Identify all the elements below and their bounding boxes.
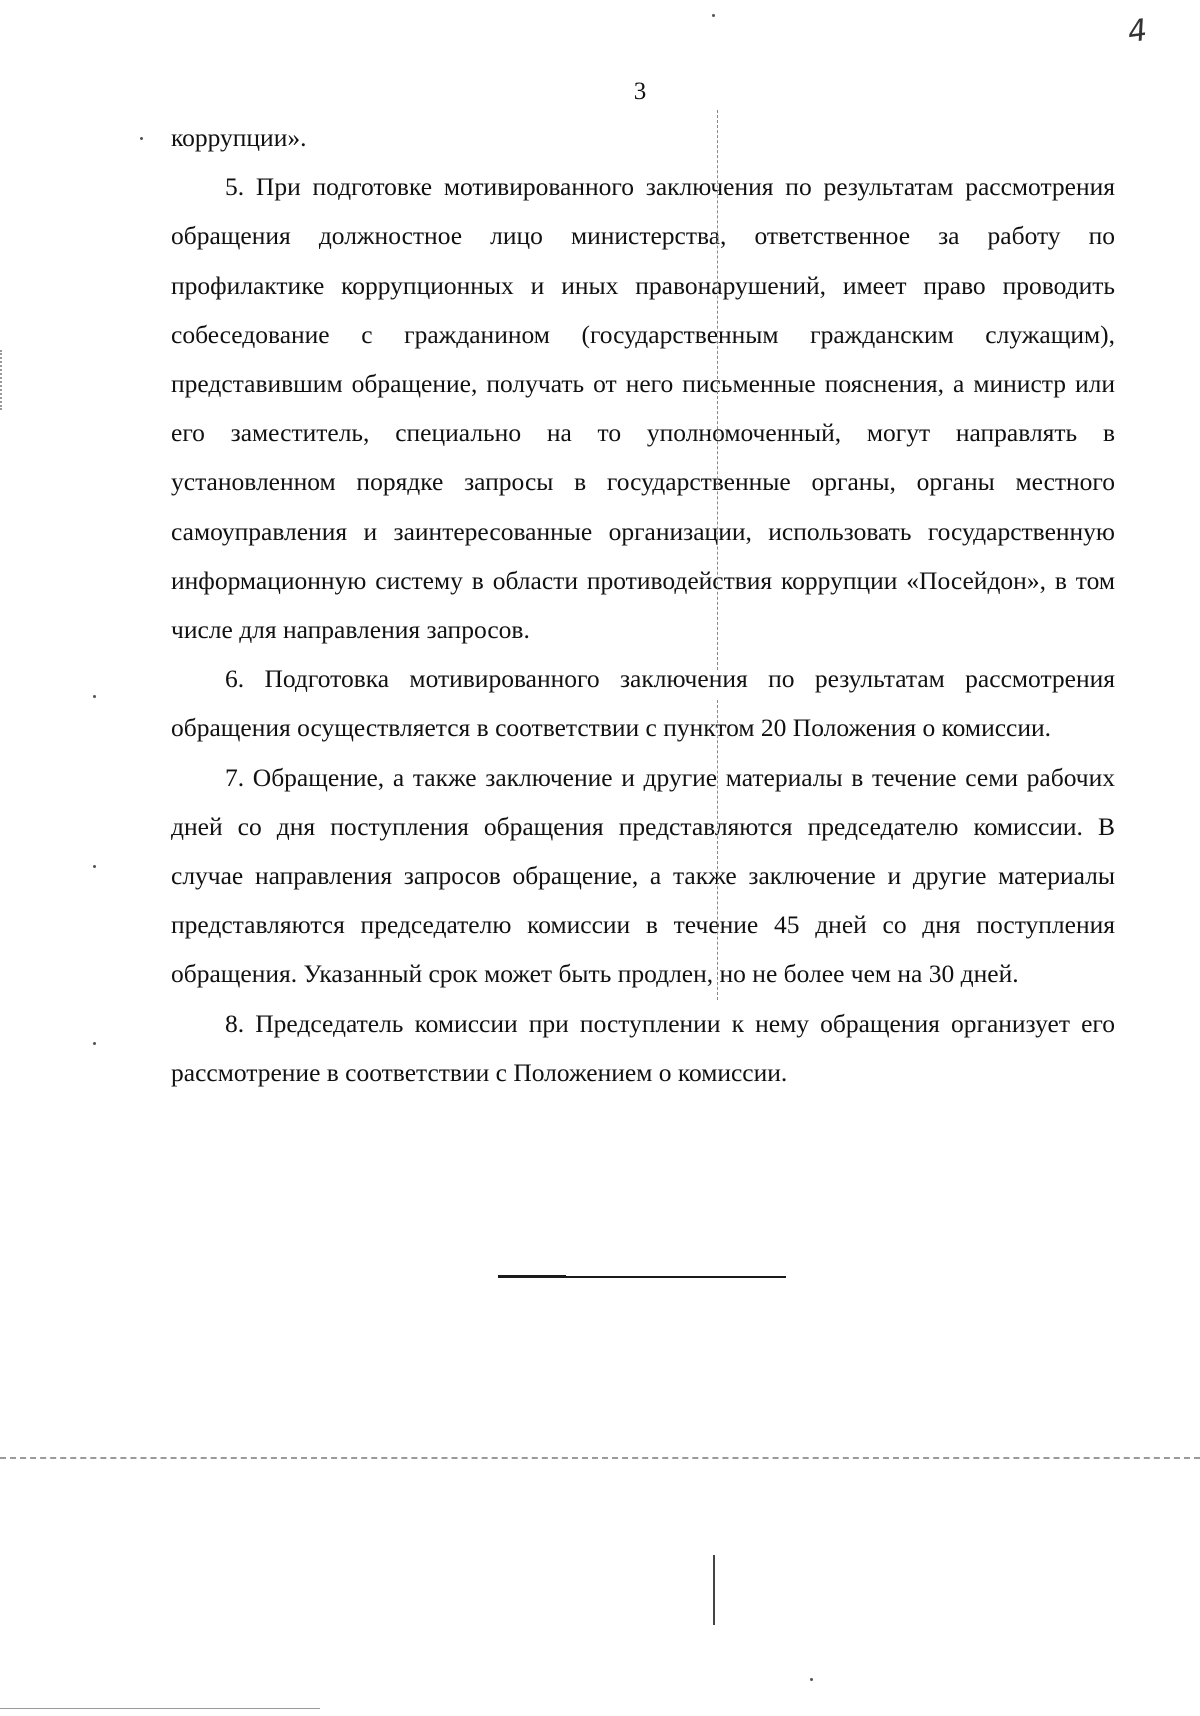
- paragraph-item-5: 5. При подготовке мотивированного заключения по результатам рассмотрения обращения должностное лицо министерства, ответственное за работу по профилактике коррупционных и иных правонарушений, имеет право проводить собеседование с гражданином (государственным гражданским служащим), представившим обращение, получать от него письменные пояснения, а министр или его заместитель, специально на то уполномоченный, могут направлять в установленном порядке запросы в государственные органы, органы местного самоуправления и заинтересованные организации, использовать государственную информационную систему в области противодействия коррупции «Посейдон», в том числе для направления запросов.: [171, 172, 1115, 645]
- scan-fold-line: [717, 700, 718, 1000]
- scan-mark: [713, 1555, 715, 1625]
- scan-dot: [93, 1042, 96, 1045]
- scan-fold-line: [717, 110, 718, 670]
- scan-dot: [93, 865, 96, 868]
- scan-edge-mark: [0, 350, 2, 410]
- paragraph-item-6: 6. Подготовка мотивированного заключения по результатам рассмотрения обращения осуществляется в соответствии с пунктом 20 Положения о комиссии.: [171, 664, 1115, 743]
- scan-dot: [810, 1678, 813, 1681]
- paragraph-item-8: 8. Председатель комиссии при поступлении к нему обращения организует его рассмотрение в соответствии с Положением о комиссии.: [171, 1008, 1115, 1087]
- paragraph-item-7: 7. Обращение, а также заключение и другие материалы в течение семи рабочих дней со дня поступления обращения представляются председателю комиссии. В случае направления запросов обращение, а также заключение и другие материалы представляются председателю комиссии в течение 45 дней со дня поступления обращения. Указанный срок может быть продлен, но не более чем на 30 дней.: [171, 762, 1115, 989]
- paragraph-continuation: коррупции».: [171, 123, 307, 152]
- handwritten-sheet-number: 4: [1125, 12, 1150, 51]
- scan-dot: [712, 14, 715, 17]
- scan-edge-mark: [0, 1708, 320, 1709]
- page-number: 3: [633, 78, 647, 105]
- scan-dot: [140, 137, 143, 140]
- document-body: [171, 113, 1115, 1097]
- scan-fold-line-horizontal: [0, 1457, 1200, 1459]
- scan-dot: [93, 695, 96, 698]
- end-of-text-rule: [498, 1276, 786, 1278]
